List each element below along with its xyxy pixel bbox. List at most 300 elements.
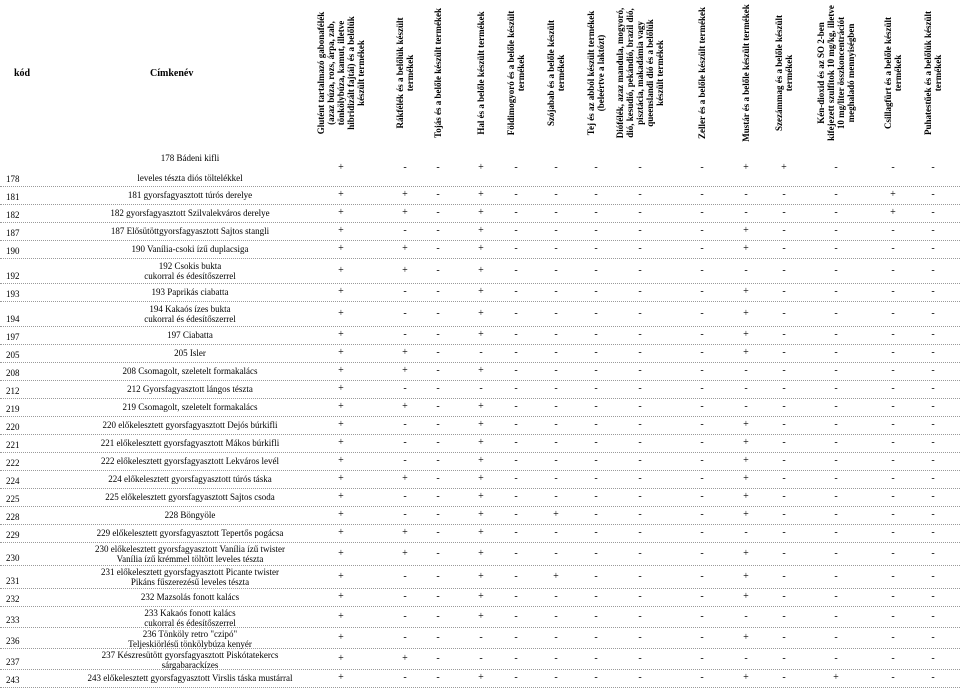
allergen-mark: - — [554, 365, 558, 376]
allergen-mark: - — [479, 632, 483, 643]
allergen-mark: - — [782, 329, 786, 340]
allergen-mark: - — [436, 548, 440, 559]
column-header-allergen-3: Tojás és a belőle készült termékek — [433, 8, 443, 138]
allergen-mark: - — [514, 509, 518, 520]
allergen-mark: - — [700, 672, 704, 683]
allergen-mark: - — [514, 548, 518, 559]
allergen-mark: - — [891, 437, 895, 448]
table-row — [0, 417, 960, 435]
allergen-mark: + — [338, 455, 344, 466]
allergen-mark: - — [931, 225, 935, 236]
allergen-mark: + — [743, 347, 749, 358]
allergen-mark: - — [700, 207, 704, 218]
column-header-allergen-6: Szójabab és a belőle készült termékek — [546, 20, 566, 127]
allergen-mark: - — [700, 383, 704, 394]
allergen-mark: + — [743, 491, 749, 502]
allergen-mark: - — [700, 437, 704, 448]
allergen-mark: - — [700, 243, 704, 254]
allergen-mark: - — [700, 329, 704, 340]
allergen-mark: - — [931, 189, 935, 200]
allergen-mark: + — [338, 527, 344, 538]
column-header-allergen-13: Csillagfürt és a belőle készült termékek — [883, 17, 903, 129]
allergen-mark: - — [594, 491, 598, 502]
allergen-mark: - — [403, 286, 407, 297]
row-code: 181 — [6, 192, 20, 202]
allergen-mark: - — [554, 632, 558, 643]
allergen-mark: - — [931, 265, 935, 276]
allergen-mark: - — [834, 509, 838, 520]
allergen-mark: - — [514, 401, 518, 412]
row-code: 192 — [6, 271, 20, 281]
allergen-mark: - — [554, 189, 558, 200]
allergen-mark: - — [594, 632, 598, 643]
allergen-mark: - — [514, 455, 518, 466]
allergen-mark: - — [931, 308, 935, 319]
allergen-mark: + — [553, 571, 559, 582]
allergen-mark: - — [782, 286, 786, 297]
allergen-mark: - — [891, 329, 895, 340]
allergen-mark: - — [403, 571, 407, 582]
allergen-mark: - — [514, 437, 518, 448]
allergen-mark: - — [514, 473, 518, 484]
allergen-mark: - — [514, 491, 518, 502]
row-code: 232 — [6, 594, 20, 604]
allergen-mark: + — [338, 473, 344, 484]
allergen-mark: + — [478, 473, 484, 484]
allergen-mark: - — [782, 632, 786, 643]
allergen-mark: - — [594, 611, 598, 622]
allergen-mark: - — [638, 509, 642, 520]
allergen-mark: - — [594, 419, 598, 430]
allergen-mark: - — [834, 632, 838, 643]
row-label: 205 Isler — [174, 348, 206, 358]
allergen-mark: - — [403, 383, 407, 394]
allergen-mark: + — [338, 632, 344, 643]
allergen-mark: + — [402, 207, 408, 218]
allergen-mark: - — [834, 286, 838, 297]
allergen-mark: - — [834, 207, 838, 218]
allergen-mark: - — [834, 189, 838, 200]
allergen-mark: - — [514, 225, 518, 236]
allergen-mark: - — [931, 347, 935, 358]
allergen-mark: + — [338, 189, 344, 200]
allergen-mark: - — [891, 632, 895, 643]
allergen-mark: - — [638, 383, 642, 394]
allergen-mark: - — [744, 189, 748, 200]
allergen-mark: + — [743, 571, 749, 582]
allergen-mark: - — [436, 455, 440, 466]
allergen-mark: - — [638, 473, 642, 484]
allergen-mark: - — [436, 419, 440, 430]
allergen-mark: - — [514, 162, 518, 173]
allergen-mark: - — [403, 308, 407, 319]
allergen-mark: + — [478, 591, 484, 602]
allergen-mark: + — [553, 509, 559, 520]
allergen-mark: - — [834, 308, 838, 319]
allergen-mark: + — [338, 571, 344, 582]
row-code: 187 — [6, 228, 20, 238]
allergen-mark: - — [638, 329, 642, 340]
table-row — [0, 187, 960, 205]
allergen-mark: + — [478, 189, 484, 200]
allergen-mark: - — [782, 455, 786, 466]
allergen-mark: - — [931, 419, 935, 430]
row-code: 221 — [6, 440, 20, 450]
allergen-mark: + — [743, 591, 749, 602]
column-header-allergen-2: Rákfélék és a belőlük készült termékek — [395, 17, 415, 129]
allergen-mark: - — [554, 672, 558, 683]
allergen-mark: + — [338, 437, 344, 448]
allergen-mark: + — [743, 243, 749, 254]
allergen-mark: - — [834, 162, 838, 173]
allergen-mark: - — [891, 286, 895, 297]
allergen-mark: + — [743, 329, 749, 340]
allergen-mark: + — [890, 189, 896, 200]
allergen-mark: - — [403, 611, 407, 622]
allergen-mark: - — [436, 207, 440, 218]
allergen-mark: - — [594, 437, 598, 448]
allergen-mark: - — [436, 308, 440, 319]
allergen-mark: - — [700, 473, 704, 484]
allergen-mark: - — [931, 207, 935, 218]
allergen-mark: - — [744, 383, 748, 394]
allergen-mark: - — [436, 383, 440, 394]
allergen-mark: - — [554, 455, 558, 466]
table-row — [0, 284, 960, 302]
allergen-mark: - — [782, 437, 786, 448]
allergen-mark: + — [478, 286, 484, 297]
allergen-mark: - — [638, 365, 642, 376]
allergen-mark: + — [338, 491, 344, 502]
allergen-mark: - — [554, 548, 558, 559]
row-label: 243 előkelesztett gyorsfagyasztott Virslis táska mustárral — [87, 673, 293, 683]
table-row — [0, 241, 960, 259]
row-label: 219 Csomagolt, szeletelt formakalács — [122, 402, 258, 412]
allergen-mark: - — [834, 347, 838, 358]
row-code: 190 — [6, 246, 20, 256]
allergen-mark: - — [700, 548, 704, 559]
row-code: 197 — [6, 332, 20, 342]
allergen-mark: - — [931, 455, 935, 466]
allergen-mark: + — [743, 548, 749, 559]
allergen-mark: - — [834, 571, 838, 582]
allergen-mark: - — [594, 225, 598, 236]
table-header — [0, 0, 960, 150]
allergen-mark: + — [338, 225, 344, 236]
allergen-mark: + — [478, 207, 484, 218]
allergen-mark: + — [743, 225, 749, 236]
allergen-mark: + — [781, 162, 787, 173]
allergen-mark: - — [554, 437, 558, 448]
allergen-mark: - — [700, 455, 704, 466]
allergen-mark: + — [402, 473, 408, 484]
allergen-mark: - — [514, 365, 518, 376]
allergen-mark: - — [436, 632, 440, 643]
row-code: 193 — [6, 289, 20, 299]
allergen-mark: - — [891, 419, 895, 430]
table-row — [0, 345, 960, 363]
table-row — [0, 525, 960, 543]
table-row — [0, 628, 960, 649]
allergen-mark: - — [554, 308, 558, 319]
row-code: 231 — [6, 576, 20, 586]
allergen-mark: + — [402, 347, 408, 358]
allergen-mark: + — [478, 365, 484, 376]
allergen-mark: - — [554, 527, 558, 538]
allergen-mark: - — [403, 591, 407, 602]
allergen-mark: - — [700, 571, 704, 582]
allergen-mark: - — [514, 265, 518, 276]
row-label: 222 előkelesztett gyorsfagyasztott Lekváros levél — [101, 456, 279, 466]
allergen-mark: - — [638, 437, 642, 448]
allergen-mark: - — [436, 571, 440, 582]
allergen-mark: - — [403, 437, 407, 448]
allergen-mark: - — [744, 611, 748, 622]
column-header-allergen-8: Diófélék, azaz mandula, mogyoró, dió, kesudió, pekándió, brazil dió, pisztácia, makadámia vagy queenslandi dió és a belőlük készült termékek — [615, 7, 665, 139]
allergen-mark: - — [514, 653, 518, 664]
column-header-cimkenev: Címkenév — [150, 68, 194, 79]
allergen-mark: - — [638, 243, 642, 254]
table-row — [0, 453, 960, 471]
allergen-mark: - — [594, 189, 598, 200]
allergen-mark: - — [594, 286, 598, 297]
allergen-mark: + — [338, 286, 344, 297]
allergen-mark: - — [782, 527, 786, 538]
table-row — [0, 543, 960, 566]
allergen-mark: - — [403, 329, 407, 340]
allergen-mark: - — [744, 653, 748, 664]
allergen-mark: - — [931, 653, 935, 664]
row-code: 205 — [6, 350, 20, 360]
allergen-mark: - — [514, 207, 518, 218]
allergen-mark: - — [931, 611, 935, 622]
allergen-mark: - — [891, 548, 895, 559]
allergen-mark: - — [700, 591, 704, 602]
allergen-mark: - — [554, 473, 558, 484]
allergen-mark: + — [478, 527, 484, 538]
allergen-mark: + — [890, 207, 896, 218]
allergen-mark: - — [834, 491, 838, 502]
allergen-mark: - — [514, 189, 518, 200]
table-row — [0, 205, 960, 223]
allergen-mark: - — [554, 207, 558, 218]
allergen-mark: + — [338, 162, 344, 173]
allergen-mark: - — [514, 308, 518, 319]
allergen-mark: + — [478, 329, 484, 340]
allergen-mark: + — [338, 653, 344, 664]
allergen-mark: - — [891, 653, 895, 664]
column-header-allergen-1: Glutént tartalmazó gabonafélék (azaz búza, rozs, árpa, zab, tönkölybúza, kamut, illetve hibridizált fajtái) és a belőlük készült termékek — [316, 11, 366, 135]
allergen-mark: - — [554, 653, 558, 664]
row-code: 222 — [6, 458, 20, 468]
allergen-mark: - — [638, 419, 642, 430]
allergen-mark: + — [402, 243, 408, 254]
allergen-mark: - — [931, 383, 935, 394]
allergen-mark: + — [338, 347, 344, 358]
allergen-mark: + — [338, 383, 344, 394]
allergen-mark: + — [478, 437, 484, 448]
allergen-mark: - — [782, 548, 786, 559]
allergen-mark: + — [402, 401, 408, 412]
allergen-mark: + — [743, 286, 749, 297]
allergen-mark: - — [514, 286, 518, 297]
allergen-mark: - — [782, 383, 786, 394]
row-label: 228 Böngyölе — [164, 510, 216, 520]
allergen-mark: + — [478, 548, 484, 559]
allergen-mark: - — [782, 189, 786, 200]
allergen-mark: - — [594, 365, 598, 376]
table-row — [0, 302, 960, 327]
row-label: 212 Gyorsfagyasztott lángos tészta — [127, 384, 253, 394]
allergen-mark: - — [700, 347, 704, 358]
allergen-mark: - — [554, 591, 558, 602]
allergen-mark: - — [834, 548, 838, 559]
row-code: 220 — [6, 422, 20, 432]
allergen-mark: - — [594, 383, 598, 394]
allergen-mark: - — [436, 491, 440, 502]
allergen-mark: - — [931, 491, 935, 502]
allergen-mark: - — [514, 611, 518, 622]
allergen-mark: - — [931, 437, 935, 448]
allergen-mark: - — [594, 329, 598, 340]
allergen-mark: - — [594, 347, 598, 358]
column-header-allergen-12: Kén-dioxid és az SO 2-ben kifejezett szulfitok 10 mg/kg, illetve 10 mg/liter összkoncentrációt meghaladó mennyiségben — [816, 5, 856, 141]
row-code: 229 — [6, 530, 20, 540]
allergen-mark: - — [931, 591, 935, 602]
allergen-mark: - — [514, 632, 518, 643]
allergen-mark: - — [782, 571, 786, 582]
allergen-mark: - — [436, 365, 440, 376]
column-header-allergen-4: Hal és a belőle készült termékek — [476, 11, 486, 135]
allergen-mark: - — [638, 347, 642, 358]
allergen-mark: - — [479, 653, 483, 664]
allergen-mark: - — [700, 365, 704, 376]
allergen-mark: - — [782, 401, 786, 412]
row-label: 220 előkelesztett gyorsfagyasztott Dejós búrkifli — [102, 420, 278, 430]
allergen-mark: - — [436, 509, 440, 520]
allergen-mark: + — [478, 491, 484, 502]
allergen-mark: + — [338, 611, 344, 622]
table-row — [0, 670, 960, 688]
row-code: 224 — [6, 476, 20, 486]
allergen-mark: + — [338, 329, 344, 340]
allergen-mark: - — [554, 225, 558, 236]
allergen-mark: - — [891, 455, 895, 466]
allergen-mark: + — [743, 308, 749, 319]
allergen-mark: - — [891, 491, 895, 502]
allergen-mark: - — [891, 401, 895, 412]
allergen-mark: - — [891, 509, 895, 520]
allergen-mark: - — [782, 672, 786, 683]
allergen-mark: - — [782, 653, 786, 664]
allergen-mark: - — [514, 329, 518, 340]
allergen-mark: - — [931, 401, 935, 412]
allergen-mark: + — [338, 401, 344, 412]
allergen-mark: - — [638, 591, 642, 602]
allergen-mark: - — [554, 401, 558, 412]
allergen-mark: - — [891, 383, 895, 394]
table-row — [0, 150, 960, 187]
allergen-mark: - — [782, 473, 786, 484]
allergen-mark: - — [891, 672, 895, 683]
allergen-mark: - — [834, 225, 838, 236]
allergen-mark: + — [743, 455, 749, 466]
allergen-mark: - — [638, 611, 642, 622]
allergen-mark: - — [554, 265, 558, 276]
row-label: 190 Vanília-csoki ízű duplacsiga — [131, 244, 249, 254]
allergen-mark: - — [554, 286, 558, 297]
allergen-mark: - — [594, 243, 598, 254]
allergen-mark: - — [782, 365, 786, 376]
allergen-mark: - — [700, 653, 704, 664]
allergen-mark: - — [403, 419, 407, 430]
allergen-mark: + — [743, 473, 749, 484]
allergen-mark: - — [436, 225, 440, 236]
allergen-mark: - — [782, 308, 786, 319]
allergen-mark: + — [402, 189, 408, 200]
row-code: 225 — [6, 494, 20, 504]
allergen-mark: - — [891, 308, 895, 319]
allergen-mark: + — [338, 672, 344, 683]
allergen-mark: - — [436, 401, 440, 412]
allergen-mark: - — [744, 207, 748, 218]
allergen-mark: - — [931, 527, 935, 538]
allergen-mark: + — [478, 672, 484, 683]
allergen-mark: - — [931, 473, 935, 484]
column-header-kod: kód — [14, 68, 31, 79]
allergen-mark: + — [478, 419, 484, 430]
row-label: 194 Kakaós ízes bukta cukorral és édesítőszerrel — [144, 304, 236, 324]
allergen-mark: - — [744, 527, 748, 538]
allergen-mark: - — [931, 571, 935, 582]
allergen-mark: - — [638, 308, 642, 319]
allergen-mark: - — [700, 225, 704, 236]
allergen-mark: - — [594, 509, 598, 520]
allergen-mark: - — [638, 548, 642, 559]
allergen-mark: - — [436, 189, 440, 200]
allergen-mark: - — [700, 527, 704, 538]
allergen-mark: - — [638, 286, 642, 297]
row-label: 230 előkelesztett gyorsfagyasztott Vanília ízű twister Vanília ízű krémmel töltött leveles tészta — [94, 544, 286, 564]
allergen-mark: - — [931, 632, 935, 643]
table-row — [0, 223, 960, 241]
allergen-mark: - — [403, 162, 407, 173]
row-label: 178 Bádeni kifli leveles tészta diós töltelékkel — [137, 153, 243, 183]
row-label: 208 Csomagolt, szeletelt formakalács — [122, 366, 258, 376]
allergen-mark: - — [834, 527, 838, 538]
row-label: 221 előkelesztett gyorsfagyasztott Mákos búrkifli — [100, 438, 280, 448]
allergen-mark: - — [514, 419, 518, 430]
allergen-mark: - — [782, 611, 786, 622]
allergen-mark: - — [594, 653, 598, 664]
allergen-mark: - — [700, 401, 704, 412]
table-row — [0, 489, 960, 507]
allergen-mark: + — [478, 571, 484, 582]
column-header-allergen-9: Zeller és a belőle készült termékek — [697, 6, 707, 140]
allergen-mark: - — [834, 265, 838, 276]
allergen-mark: + — [478, 455, 484, 466]
table-row — [0, 566, 960, 589]
allergen-mark: - — [891, 162, 895, 173]
allergen-mark: - — [436, 162, 440, 173]
allergen-mark: - — [403, 632, 407, 643]
allergen-mark: - — [834, 383, 838, 394]
row-label: 193 Paprikás ciabatta — [151, 287, 229, 297]
allergen-mark: - — [700, 286, 704, 297]
allergen-mark: + — [402, 365, 408, 376]
allergen-mark: + — [338, 548, 344, 559]
allergen-mark: - — [782, 225, 786, 236]
